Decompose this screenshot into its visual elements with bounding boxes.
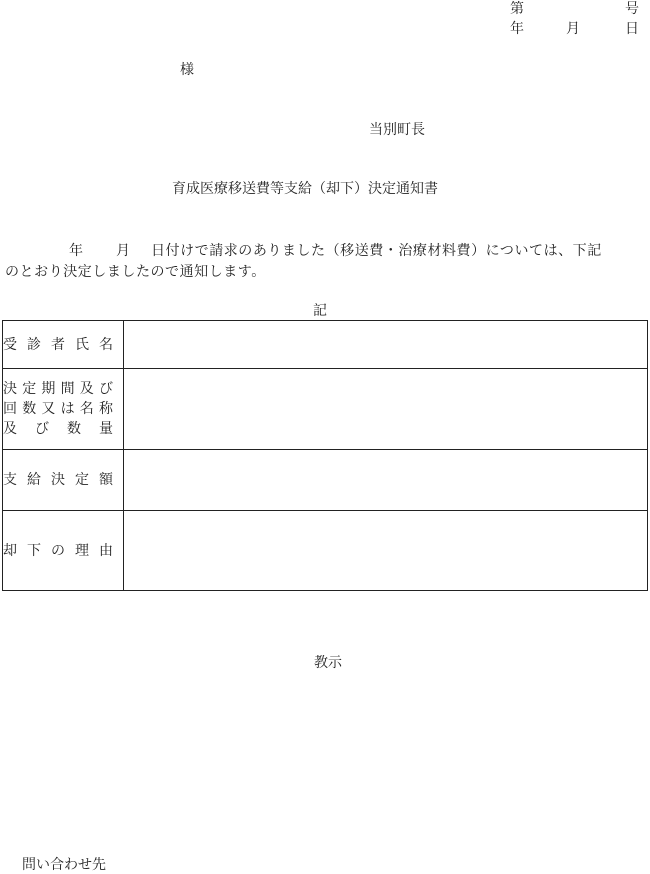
instruction-heading: 教示 [314, 655, 342, 671]
value-patient-name [124, 321, 648, 369]
contact-label: 問い合わせ先 [22, 857, 106, 873]
addressee-suffix: 様 [180, 62, 194, 78]
table-row [3, 369, 648, 450]
value-payment-amount [124, 450, 648, 511]
value-period-count-quantity [124, 369, 648, 450]
number-prefix: 第 [510, 1, 524, 17]
date-year-label: 年 [510, 21, 524, 37]
document-title: 育成医療移送費等支給（却下）決定通知書 [172, 181, 438, 197]
body-date-year: 年 [69, 243, 83, 259]
table-row [3, 511, 648, 591]
body-line-1: 日付けで請求のありました（移送費・治療材料費）については、下記 [151, 243, 602, 259]
label-rejection-reason: 却 下 の 理 由 [3, 511, 124, 591]
date-month-label: 月 [566, 21, 580, 37]
number-suffix: 号 [625, 1, 639, 17]
table-row [3, 450, 648, 511]
body-line-2: のとおり決定しましたので通知します。 [5, 264, 266, 280]
value-rejection-reason [124, 511, 648, 591]
table-row [3, 321, 648, 369]
sender: 当別町長 [369, 122, 425, 138]
label-payment-amount: 支 給 決 定 額 [3, 450, 124, 511]
date-day-label: 日 [625, 21, 639, 37]
label-period-count-quantity: 決 定 期 間 及 び 回 数 又 は 名 称 及 び 数 量 [3, 369, 124, 450]
body-date-month: 月 [116, 243, 130, 259]
label-patient-name: 受 診 者 氏 名 [3, 321, 124, 369]
ki-heading: 記 [313, 303, 327, 319]
decision-table [2, 320, 648, 591]
